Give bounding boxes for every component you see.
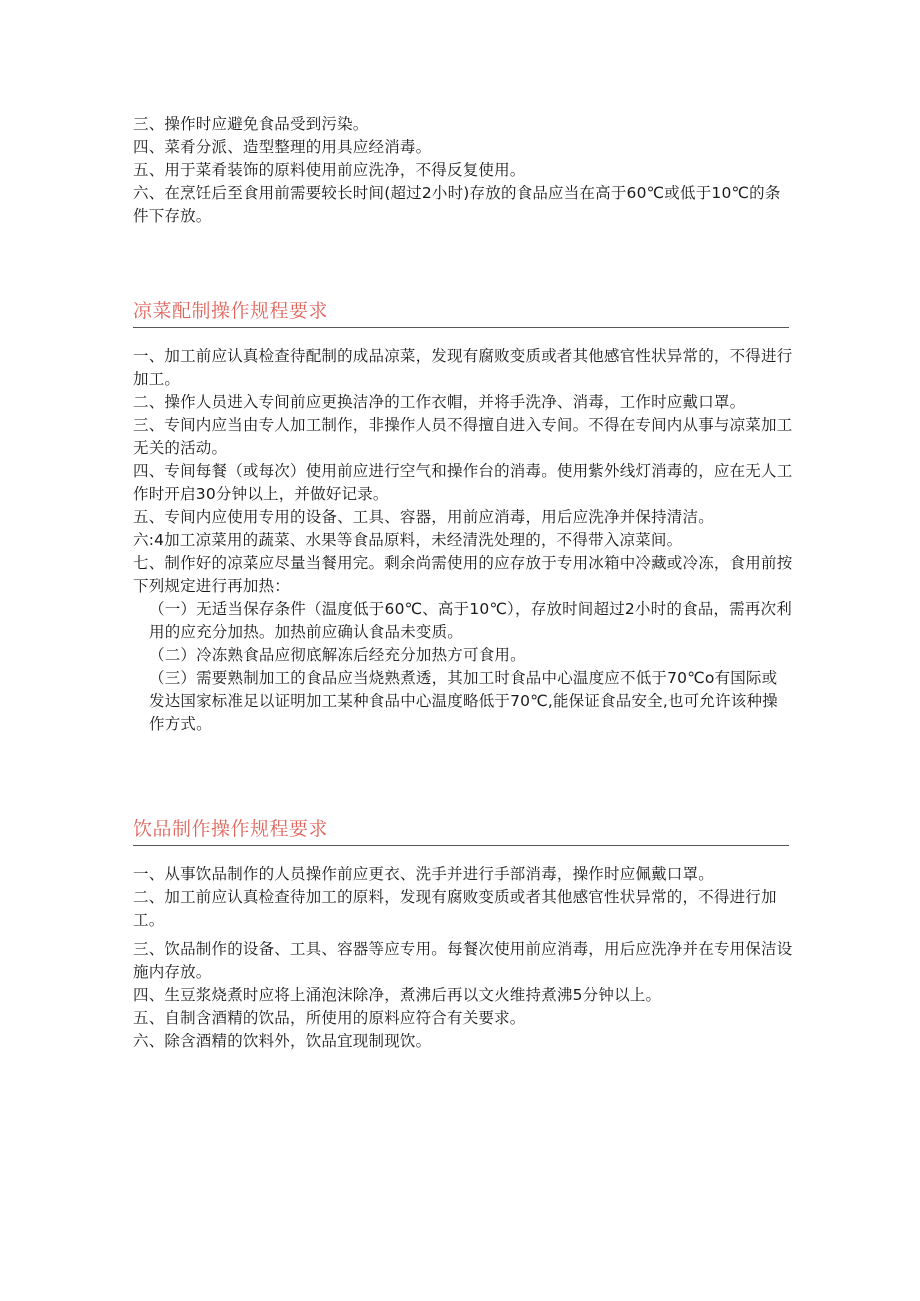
cold-item-2: 二、操作人员进入专间前应更换洁净的工作衣帽，并将手洗净、消毒，工作时应戴口罩。 bbox=[133, 393, 746, 411]
top-item-4: 四、菜肴分派、造型整理的用具应经消毒。 bbox=[133, 138, 432, 156]
drink-item-5: 五、自制含酒精的饮品，所使用的原料应符合有关要求。 bbox=[133, 1009, 526, 1027]
drink-item-1: 一、从事饮品制作的人员操作前应更衣、洗手并进行手部消毒，操作时应佩戴口罩。 bbox=[133, 865, 714, 883]
top-item-6: 六、在烹饪后至食用前需要较长时间(超过2小时)存放的食品应当在高于60℃或低于10℃的条件下存放。 bbox=[133, 184, 781, 225]
top-item-3: 三、操作时应避免食品受到污染。 bbox=[133, 115, 369, 133]
drink-item-6: 六、除含酒精的饮料外，饮品宜现制现饮。 bbox=[133, 1032, 432, 1050]
cold-subitem-2: （二）冷冻熟食品应彻底解冻后经充分加热方可食用。 bbox=[149, 646, 526, 664]
drink-item-4: 四、生豆浆烧煮时应将上涌泡沫除净，煮沸后再以文火维持煮沸5分钟以上。 bbox=[133, 986, 662, 1004]
cold-dish-section bbox=[133, 345, 793, 736]
drink-item-2: 二、加工前应认真检查待加工的原料，发现有腐败变质或者其他感官性状异常的，不得进行加工。 bbox=[133, 888, 777, 929]
cold-item-6: 六:4加工凉菜用的蔬菜、水果等食品原料，未经清洗处理的，不得带入凉菜间。 bbox=[133, 531, 683, 549]
cold-item-5: 五、专间内应使用专用的设备、工具、容器，用前应消毒，用后应洗净并保持清洁。 bbox=[133, 508, 714, 526]
drink-heading: 饮品制作操作规程要求 bbox=[133, 815, 789, 846]
cold-subitem-1: （一）无适当保存条件（温度低于60℃、高于10℃），存放时间超过2小时的食品，需再次利用的应充分加热。加热前应确认食品未变质。 bbox=[149, 600, 792, 641]
cold-item-7: 七、制作好的凉菜应尽量当餐用完。剩余尚需使用的应存放于专用冰箱中冷藏或冷冻，食用前按下列规定进行再加热： bbox=[133, 554, 793, 595]
drink-section bbox=[133, 863, 793, 1053]
top-item-5: 五、用于菜肴装饰的原料使用前应洗净，不得反复使用。 bbox=[133, 161, 526, 179]
cold-dish-heading: 凉菜配制操作规程要求 bbox=[133, 297, 789, 328]
cold-item-4: 四、专间每餐（或每次）使用前应进行空气和操作台的消毒。使用紫外线灯消毒的，应在无人工作时开启30分钟以上，并做好记录。 bbox=[133, 462, 793, 503]
cold-item-3: 三、专间内应当由专人加工制作，非操作人员不得擅自进入专间。不得在专间内从事与凉菜加工无关的活动。 bbox=[133, 416, 793, 457]
cold-subitem-3: （三）需要熟制加工的食品应当烧熟煮透，其加工时食品中心温度应不低于70℃o有国际或发达国家标准足以证明加工某种食品中心温度略低于70℃,能保证食品安全,也可允许该种操作方式。 bbox=[149, 669, 778, 733]
cold-item-1: 一、加工前应认真检查待配制的成品凉菜，发现有腐败变质或者其他感官性状异常的，不得进行加工。 bbox=[133, 347, 793, 388]
top-section bbox=[133, 113, 793, 228]
drink-item-3: 三、饮品制作的设备、工具、容器等应专用。每餐次使用前应消毒，用后应洗净并在专用保洁设施内存放。 bbox=[133, 940, 793, 981]
